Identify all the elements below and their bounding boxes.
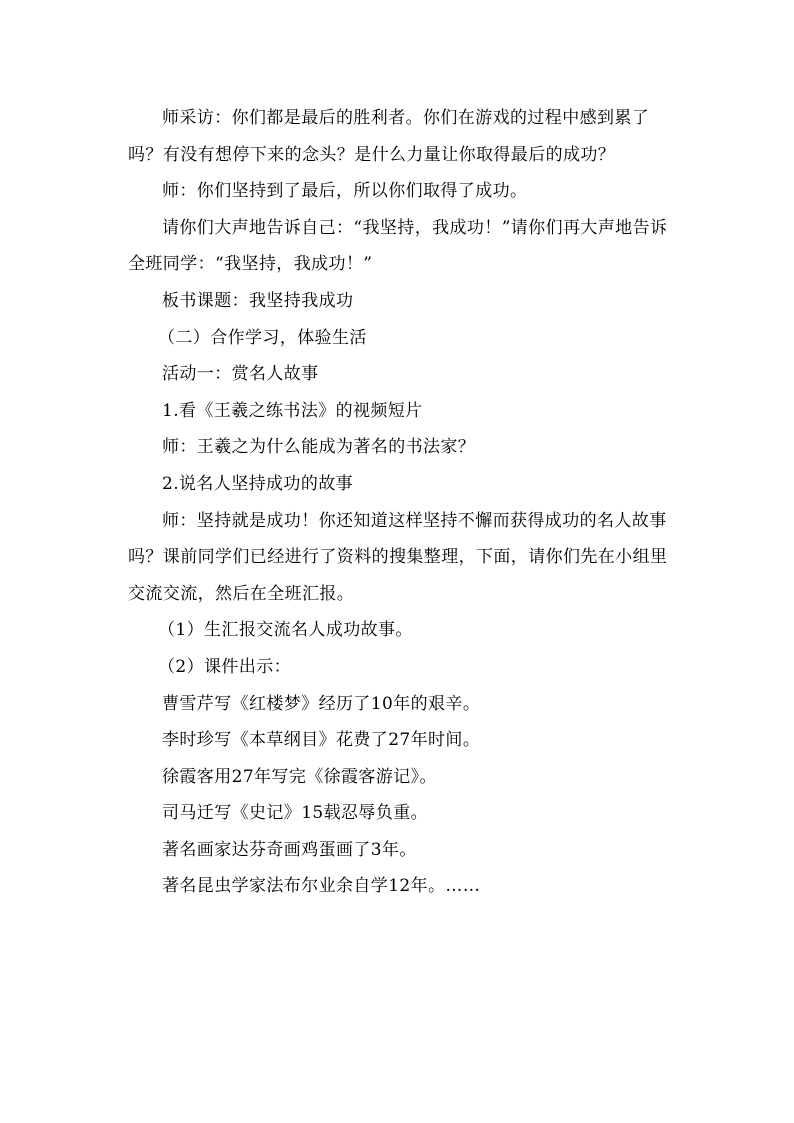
list-item-courseware: （2）课件出示：: [158, 656, 292, 677]
activity-heading-famous-stories: 活动一：赏名人故事: [162, 364, 319, 385]
paragraph-teacher-question: 师：王羲之为什么能成为著名的书法家？: [162, 437, 476, 458]
paragraph-teacher-interview: 师采访：你们都是最后的胜利者。你们在游戏的过程中感到累了吗？有没有想停下来的念头？是什么力量让你取得最后的成功？: [128, 108, 650, 165]
example-line-sima-qian: 司马迁写《史记》15载忍辱负重。: [162, 803, 429, 824]
section-heading-cooperative-learning: （二）合作学习，体验生活: [158, 327, 367, 348]
paragraph-board-title: 板书课题：我坚持我成功: [162, 290, 354, 311]
document-body: [128, 100, 676, 905]
example-line-cao-xueqin: 曹雪芹写《红楼梦》经历了10年的艰辛。: [162, 693, 481, 714]
list-item-student-report: （1）生汇报交流名人成功故事。: [158, 620, 413, 641]
example-line-da-vinci: 著名画家达芬奇画鸡蛋画了3年。: [162, 839, 417, 860]
list-item-tell-stories: 2.说名人坚持成功的故事: [162, 473, 354, 494]
paragraph-teacher-persist: 师：你们坚持到了最后，所以你们取得了成功。: [162, 181, 528, 202]
list-item-watch-video: 1.看《王羲之练书法》的视频短片: [162, 400, 423, 421]
paragraph-teacher-persistence-success: 师：坚持就是成功！你还知道这样坚持不懈而获得成功的名人故事吗？课前同学们已经进行了资料的搜集整理，下面，请你们先在小组里交流交流，然后在全班汇报。: [128, 510, 668, 604]
example-line-li-shizhen: 李时珍写《本草纲目》花费了27年时间。: [162, 730, 481, 751]
example-line-xu-xiake: 徐霞客用27年写完《徐霞客游记》。: [162, 766, 437, 787]
example-line-fabre: 著名昆虫学家法布尔业余自学12年。……: [162, 876, 481, 897]
paragraph-tell-yourself: 请你们大声地告诉自己：“我坚持，我成功！”请你们再大声地告诉全班同学：“我坚持，我成功！”: [128, 217, 668, 275]
